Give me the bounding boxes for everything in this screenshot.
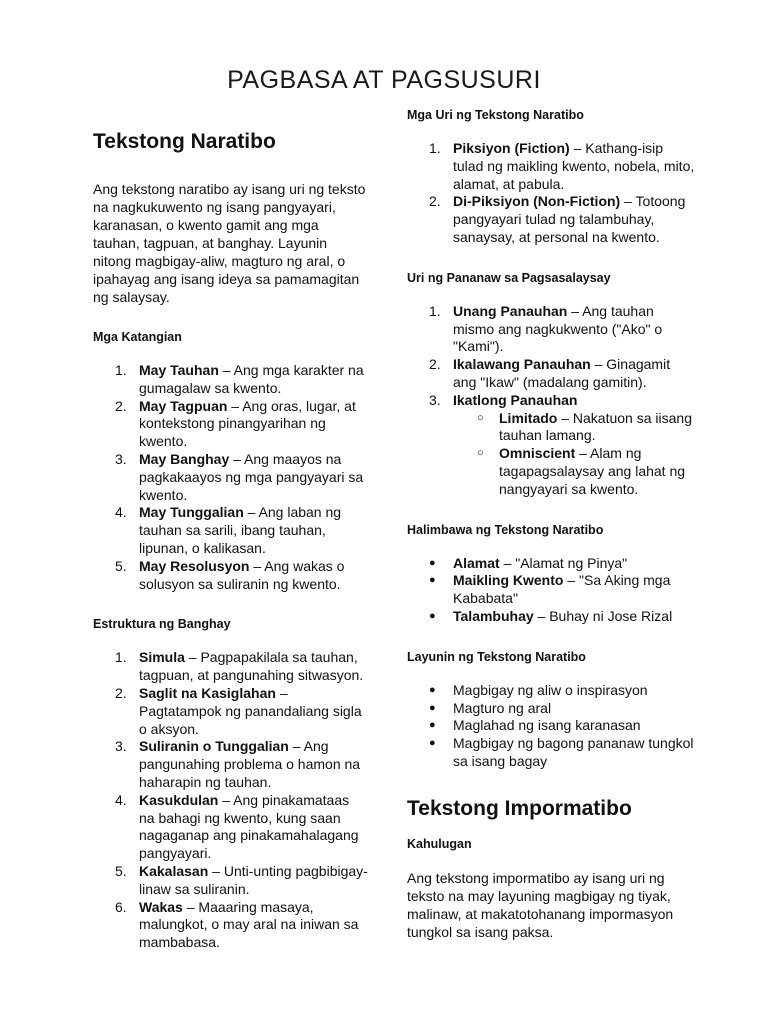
- kahulugan-paragraph: Ang tekstong impormatibo ay isang uri ng teksto na may layuning magbigay ng tiyak, malinaw, at makatotohanang impormasyon tungkol sa isang paksa.: [407, 869, 674, 940]
- list-item: 6. Wakas – Maaaring masaya, malungkot, o may aral na iniwan sa mambabasa.: [115, 898, 359, 951]
- subheading-estruktura: Estruktura ng Banghay: [93, 617, 231, 632]
- uri-list: [407, 140, 697, 247]
- list-item: 2. May Tagpuan – Ang oras, lugar, at kontekstong pinangyarihan ng kwento.: [115, 397, 356, 450]
- ikatlong-sub-list: [453, 410, 697, 499]
- katangian-list: [93, 362, 368, 593]
- subheading-layunin: Layunin ng Tekstong Naratibo: [407, 649, 586, 664]
- section-heading-naratibo: Tekstong Naratibo: [93, 130, 276, 153]
- bullet-icon: ●: [429, 737, 436, 750]
- left-column: [93, 128, 368, 952]
- list-item: 3. Ikatlong Panauhan: [429, 391, 578, 408]
- list-item: 5. May Resolusyon – Ang wakas o solusyon sa suliranin ng kwento.: [115, 557, 345, 592]
- list-item: 3. May Banghay – Ang maayos na pagkakaayos ng mga pangyayari sa kwento.: [115, 450, 364, 503]
- bullet-icon: ●: [429, 719, 436, 732]
- pananaw-list: [407, 303, 697, 410]
- circle-bullet-icon: ○: [477, 447, 484, 460]
- list-item: ● Magturo ng aral: [429, 699, 552, 716]
- list-item: 1. Simula – Pagpapakilala sa tauhan, tagpuan, at pangunahing sitwasyon.: [115, 649, 364, 684]
- list-item: ● Alamat – "Alamat ng Pinya": [429, 554, 628, 571]
- list-item: 1. Piksiyon (Fiction) – Kathang-isip tulad ng maikling kwento, nobela, mito, alamat, at pabula.: [429, 140, 695, 192]
- list-item: ● Maglahad ng isang karanasan: [429, 717, 641, 734]
- bullet-icon: ●: [429, 701, 436, 714]
- subheading-halimbawa: Halimbawa ng Tekstong Naratibo: [407, 522, 604, 537]
- list-item: 3. Suliranin o Tunggalian – Ang pangunahing problema o hamon na haharapin ng tauhan.: [115, 738, 361, 790]
- halimbawa-list: [407, 555, 697, 626]
- bullet-icon: ●: [429, 609, 436, 622]
- subheading-kahulugan: Kahulugan: [407, 836, 472, 851]
- list-item: 5. Kakalasan – Unti-unting pagbibigay-linaw sa suliranin.: [115, 862, 368, 897]
- estruktura-list: [93, 649, 368, 952]
- list-item: ○ Omniscient – Alam ng tagapagsalaysay ang lahat ng nangyayari sa kwento.: [477, 445, 686, 497]
- section-heading-impormatibo: Tekstong Impormatibo: [407, 796, 632, 820]
- list-item: 2. Di-Piksiyon (Non-Fiction) – Totoong pangyayari tulad ng talambuhay, sanaysay, at personal na kwento.: [429, 193, 686, 245]
- list-item: ● Maikling Kwento – "Sa Aking mga Kababata": [429, 572, 671, 607]
- bullet-icon: ●: [429, 574, 436, 587]
- list-item: ● Talambuhay – Buhay ni Jose Rizal: [429, 607, 673, 624]
- circle-bullet-icon: ○: [477, 411, 484, 424]
- list-item: 2. Saglit na Kasiglahan – Pagtatampok ng panandaliang sigla o aksyon.: [115, 684, 362, 737]
- bullet-icon: ●: [429, 683, 436, 696]
- subheading-katangian: Mga Katangian: [93, 330, 182, 344]
- list-item: ○ Limitado – Nakatuon sa iisang tauhan lamang.: [477, 409, 692, 444]
- list-item: 2. Ikalawang Panauhan – Ginagamit ang "Ikaw" (madalang gamitin).: [429, 356, 671, 390]
- list-item: 4. May Tunggalian – Ang laban ng tauhan sa sarili, ibang tauhan, lipunan, o kalikasan.: [115, 504, 342, 556]
- bullet-icon: ●: [429, 556, 436, 569]
- layunin-list: [407, 682, 697, 771]
- list-item: 1. Unang Panauhan – Ang tauhan mismo ang nagkukwento ("Ako" o "Kami").: [429, 302, 663, 355]
- list-item: 4. Kasukdulan – Ang pinakamataas na bahagi ng kwento, kung saan nagaganap ang pinakamahalagang pangyayari.: [115, 791, 359, 862]
- page-title: PAGBASA AT PAGSUSURI: [227, 66, 541, 94]
- intro-paragraph: Ang tekstong naratibo ay isang uri ng teksto na nagkukuwento ng isang pangyayari, karanasan, o kwento gamit ang mga tauhan, tagpuan, at banghay. Layunin nitong magbigay-aliw, magturo ng aral, o ipahayag ang isang ideya sa pamamagitan ng salaysay.: [93, 181, 366, 305]
- list-item: 1. May Tauhan – Ang mga karakter na gumagalaw sa kwento.: [115, 362, 364, 396]
- list-item: ● Magbigay ng aliw o inspirasyon: [429, 681, 648, 698]
- subheading-pananaw: Uri ng Pananaw sa Pagsasalaysay: [407, 270, 611, 285]
- subheading-uri: Mga Uri ng Tekstong Naratibo: [407, 108, 584, 122]
- list-item: ● Magbigay ng bagong pananaw tungkol sa isang bagay: [429, 735, 694, 769]
- right-column: [407, 106, 697, 941]
